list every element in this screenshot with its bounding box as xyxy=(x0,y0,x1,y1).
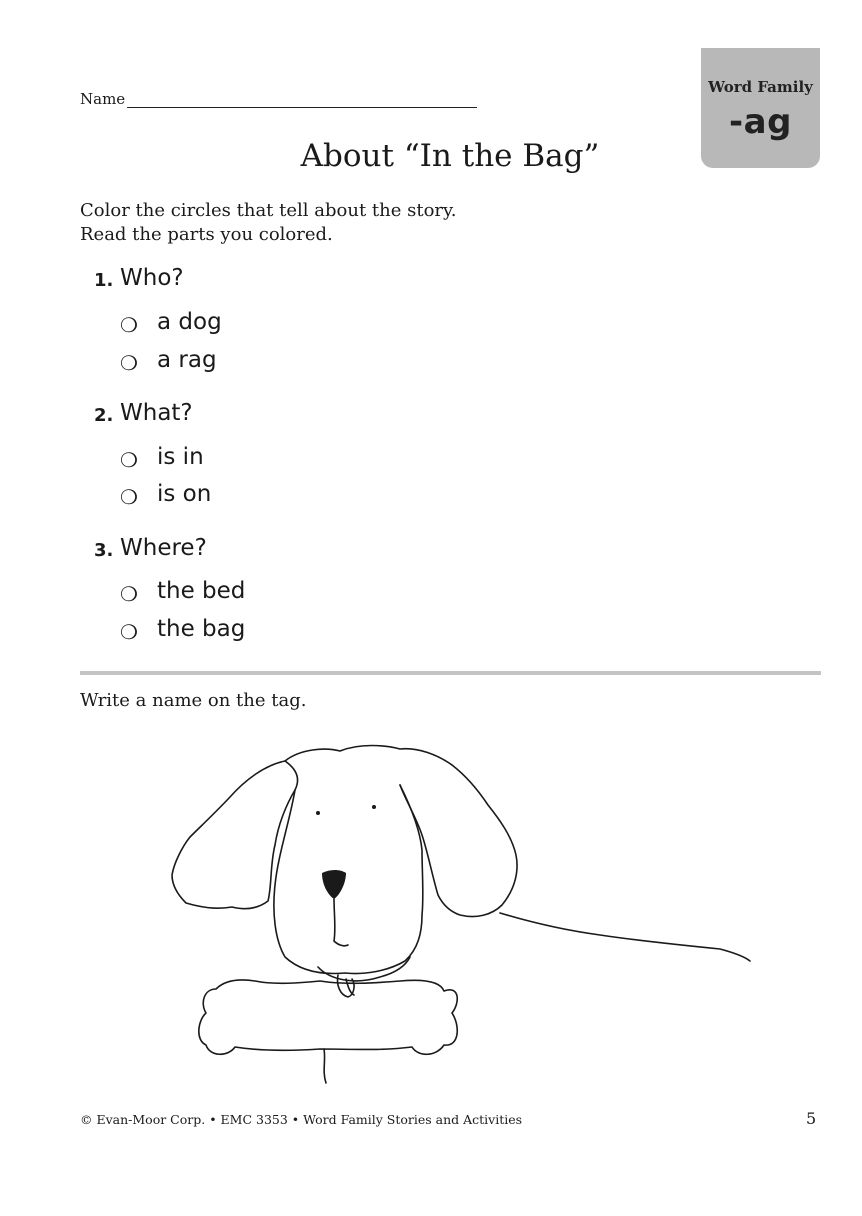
answer-circle-icon[interactable]: ❍ xyxy=(120,351,138,375)
dog-right-ear xyxy=(400,765,517,917)
name-write-line[interactable] xyxy=(127,93,477,108)
page-title: About “In the Bag” xyxy=(300,138,600,174)
write-instruction: Write a name on the tag. xyxy=(80,690,307,711)
dog-right-eye xyxy=(372,805,376,809)
answer-option: a dog xyxy=(157,309,222,335)
answer-option: the bag xyxy=(157,616,246,642)
dog-left-ear xyxy=(172,761,298,909)
answer-option: is on xyxy=(157,481,212,507)
section-divider xyxy=(80,671,821,675)
dog-collar xyxy=(318,957,410,981)
instruction-line: Read the parts you colored. xyxy=(80,224,333,245)
answer-circle-icon[interactable]: ❍ xyxy=(120,313,138,337)
question-number: 1. xyxy=(94,270,114,291)
answer-circle-icon[interactable]: ❍ xyxy=(120,448,138,472)
question-text: Where? xyxy=(120,535,207,561)
page-number: 5 xyxy=(806,1109,817,1128)
dog-head-outline xyxy=(285,746,452,766)
dog-with-bone-tag-icon xyxy=(160,735,760,1095)
dog-left-eye xyxy=(316,811,320,815)
answer-option: the bed xyxy=(157,578,246,604)
answer-circle-icon[interactable]: ❍ xyxy=(120,485,138,509)
answer-circle-icon[interactable]: ❍ xyxy=(120,620,138,644)
word-family-label: Word Family xyxy=(708,78,813,96)
name-label: Name xyxy=(80,90,126,108)
answer-circle-icon[interactable]: ❍ xyxy=(120,582,138,606)
dog-nose xyxy=(322,870,346,899)
name-row xyxy=(80,90,477,108)
instructions xyxy=(80,199,457,247)
answer-option: is in xyxy=(157,444,204,470)
word-family-value: -ag xyxy=(729,102,792,142)
answer-option: a rag xyxy=(157,347,217,373)
footer-copyright: © Evan-Moor Corp. • EMC 3353 • Word Family Stories and Activities xyxy=(80,1112,523,1127)
question-number: 3. xyxy=(94,540,114,561)
dog-tail xyxy=(500,913,750,961)
instruction-line: Color the circles that tell about the story. xyxy=(80,200,457,221)
question-text: Who? xyxy=(120,265,184,291)
question-number: 2. xyxy=(94,405,114,426)
bone-tag xyxy=(199,980,457,1054)
question-text: What? xyxy=(120,400,193,426)
